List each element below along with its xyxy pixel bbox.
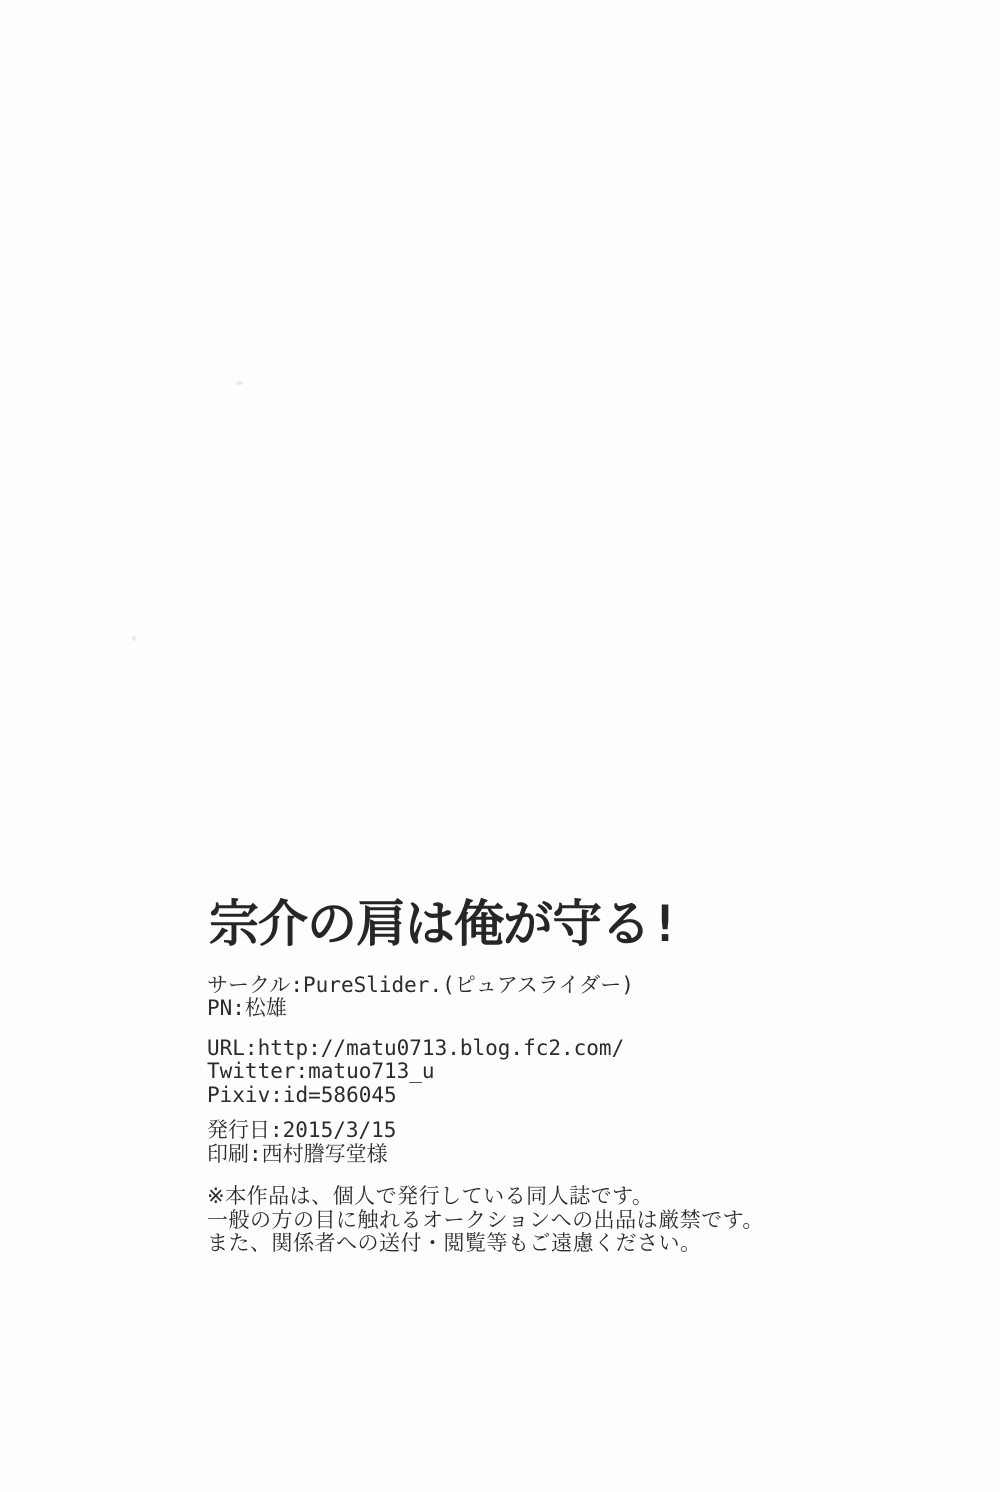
pixiv-id-line: Pixiv:id=586045 [207, 1082, 397, 1107]
website-url-line: URL:http://matu0713.blog.fc2.com/ [207, 1035, 625, 1060]
printer-line: 印刷:西村謄写堂様 [207, 1141, 388, 1166]
publish-date-line: 発行日:2015/3/15 [207, 1118, 397, 1142]
twitter-handle-line: Twitter:matuo713_u [207, 1059, 435, 1083]
publication-info-group [207, 1119, 847, 1166]
circle-credits-group [207, 974, 847, 1021]
disclaimer-line: ※本作品は、個人で発行している同人誌です。 [207, 1184, 654, 1208]
scan-speck [236, 381, 243, 385]
disclaimer-line: また、関係者への送付・閲覧等もご遠慮ください。 [207, 1231, 702, 1255]
book-title: 宗介の肩は俺が守る! [209, 895, 680, 953]
disclaimer-line: 一般の方の目に触れるオークションへの出品は厳禁です。 [207, 1207, 764, 1232]
pen-name-line: PN:松雄 [207, 996, 287, 1020]
scan-speck [132, 636, 136, 641]
colophon-block [207, 893, 847, 1256]
disclaimer-notice-group [207, 1185, 847, 1256]
contact-links-group [207, 1037, 847, 1108]
circle-name-line: サークル:PureSlider.(ピュアスライダー) [207, 972, 634, 997]
